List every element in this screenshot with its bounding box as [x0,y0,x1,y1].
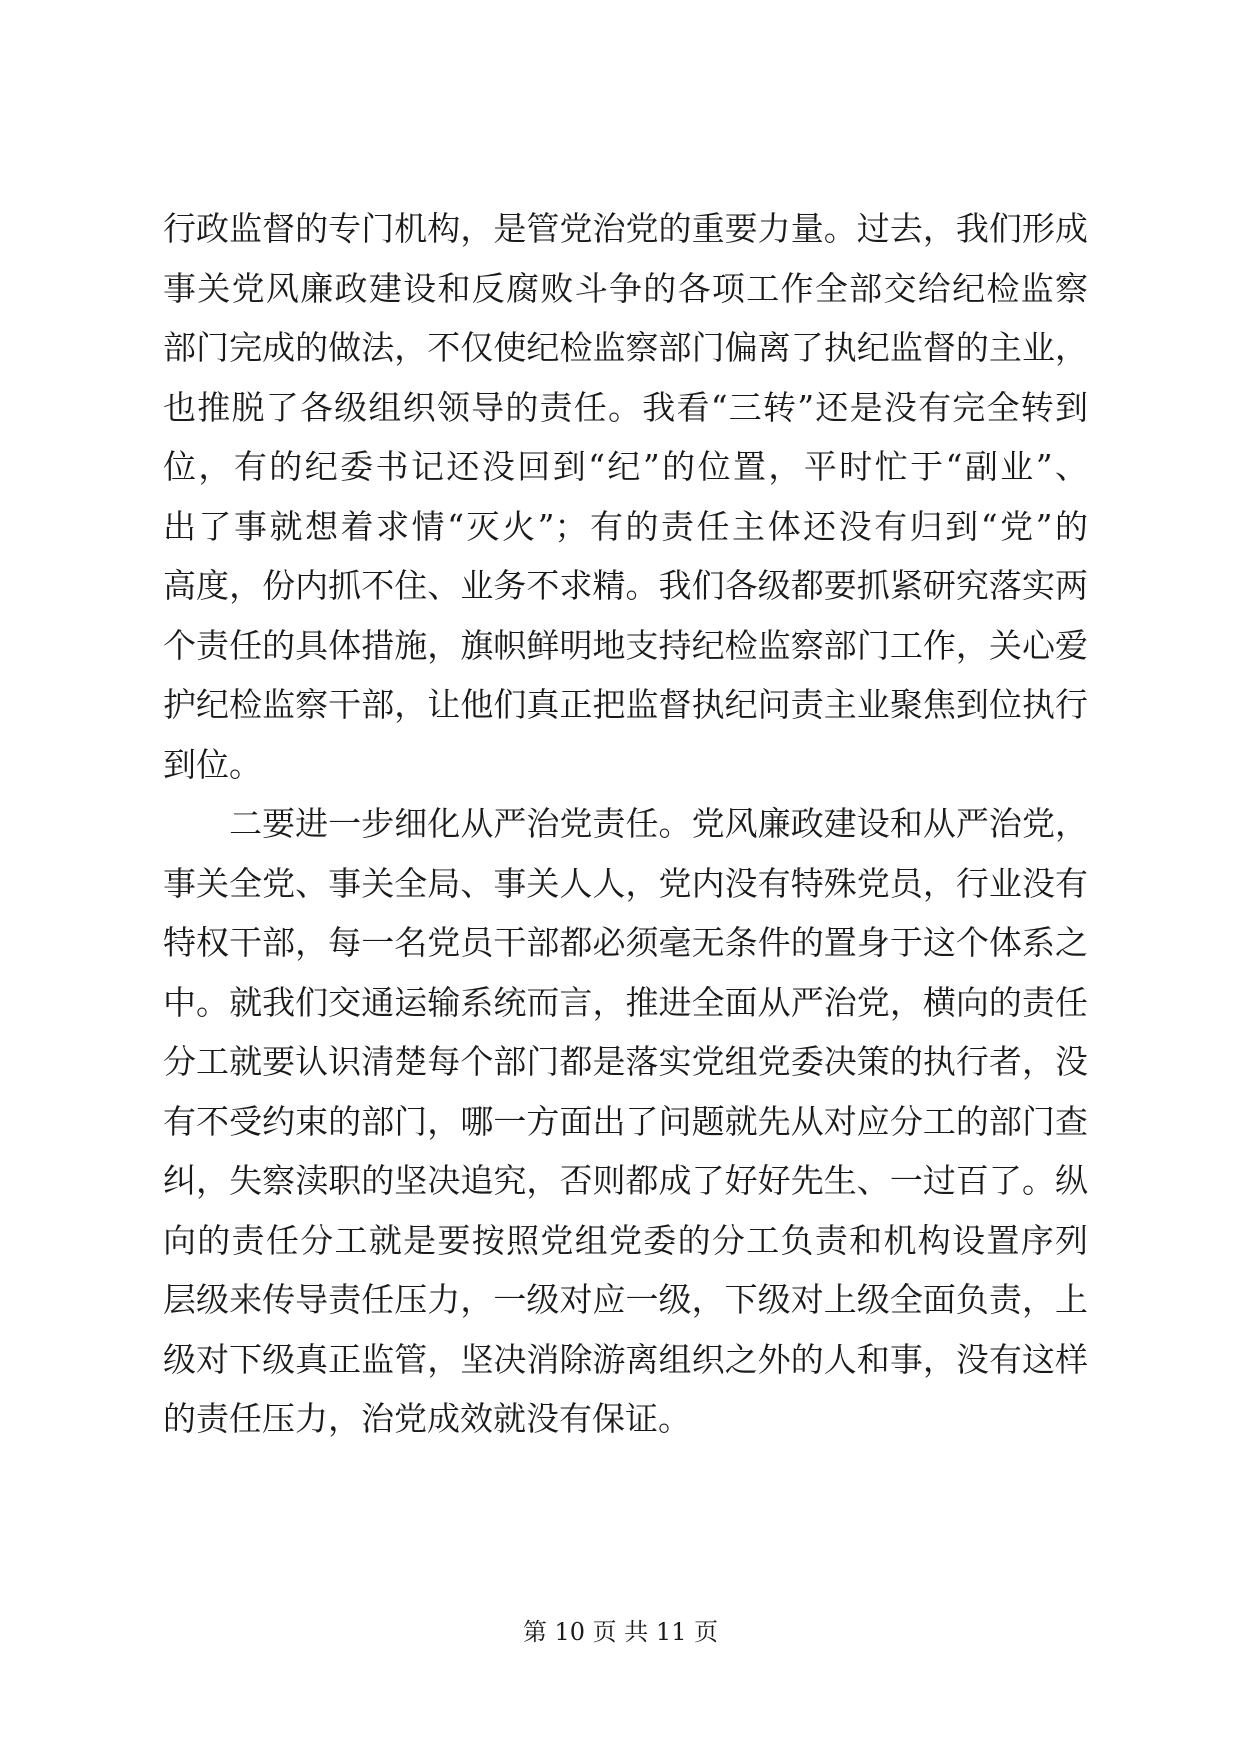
text-line: 二要进一步细化从严治党责任。党风廉政建设和从严治党， [163,804,1088,843]
page-number-footer: 第 10 页 共 11 页 [522,1618,719,1646]
text-line: 部门完成的做法，不仅使纪检监察部门偏离了执纪监督的主业， [163,328,1088,367]
text-line: 向的责任分工就是要按照党组党委的分工负责和机构设置序列 [163,1220,1088,1260]
text-line: 的责任压力，治党成效就没有保证。 [163,1399,691,1438]
paragraph-2 [163,794,1088,1449]
text-line: 到位。 [163,744,262,784]
text-line: 特权干部，每一名党员干部都必须毫无条件的置身于这个体系之 [163,923,1088,962]
text-line: 事关党风廉政建设和反腐败斗争的各项工作全部交给纪检监察 [163,268,1088,308]
text-line: 层级来传导责任压力，一级对应一级，下级对上级全面负责，上 [163,1280,1088,1319]
text-line: 事关全党、事关全局、事关人人，党内没有特殊党员，行业没有 [163,863,1088,903]
text-line: 级对下级真正监管，坚决消除游离组织之外的人和事，没有这样 [163,1339,1088,1379]
text-line: 个责任的具体措施，旗帜鲜明地支持纪检监察部门工作，关心爱 [163,625,1088,665]
text-line: 也推脱了各级组织领导的责任。我看“三转”还是没有完全转到 [163,387,1088,427]
text-line: 中。就我们交通运输系统而言，推进全面从严治党，横向的责任 [163,982,1088,1022]
text-line: 护纪检监察干部，让他们真正把监督执纪问责主业聚焦到位执行 [163,685,1088,724]
text-line: 位，有的纪委书记还没回到“纪”的位置，平时忙于“副业”、 [163,447,1088,486]
text-line: 有不受约束的部门，哪一方面出了问题就先从对应分工的部门查 [163,1101,1088,1141]
text-line: 高度，份内抓不住、业务不求精。我们各级都要抓紧研究落实两 [163,566,1088,605]
text-line: 出了事就想着求情“灭火”；有的责任主体还没有归到“党”的 [163,506,1088,546]
paragraph-1 [163,199,1088,794]
text-line: 行政监督的专门机构，是管党治党的重要力量。过去，我们形成 [163,209,1088,248]
text-line: 分工就要认识清楚每个部门都是落实党组党委决策的执行者，没 [163,1042,1088,1081]
document-body [163,199,1088,1449]
text-line: 纠，失察渎职的坚决追究，否则都成了好好先生、一过百了。纵 [163,1161,1088,1200]
